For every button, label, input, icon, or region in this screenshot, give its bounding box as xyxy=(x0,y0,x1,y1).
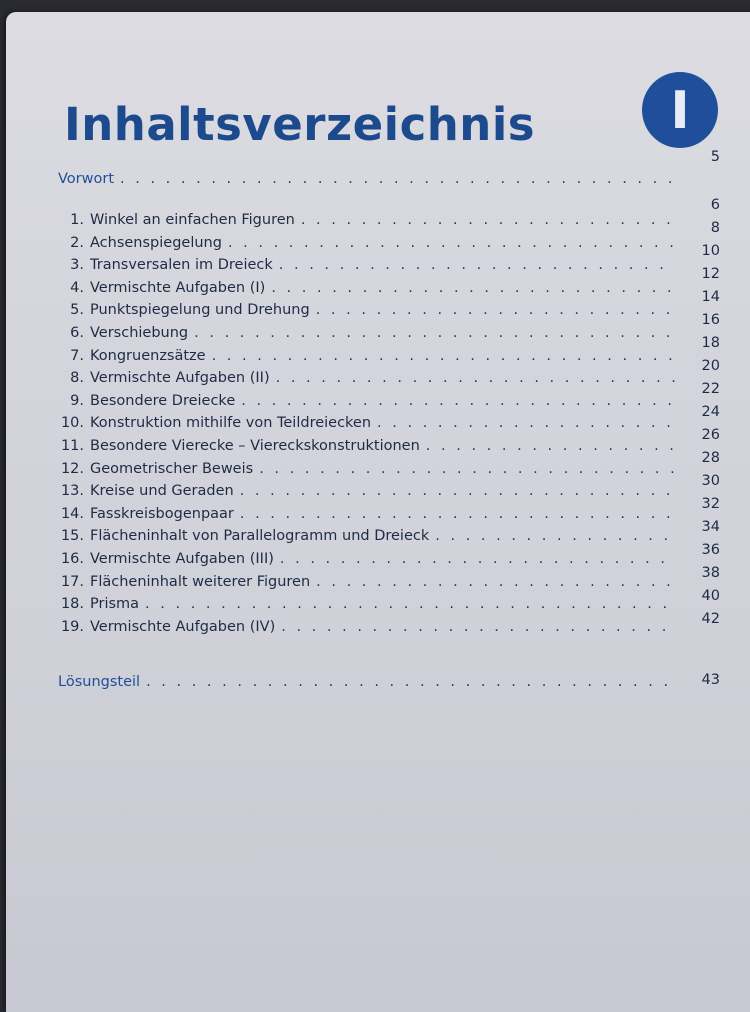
toc-entry xyxy=(58,302,680,324)
entry-label: Geometrischer Beweis xyxy=(90,460,254,477)
entry-label: Besondere Dreiecke xyxy=(90,392,236,409)
dot-leader xyxy=(426,438,676,454)
chapter-number: 9. xyxy=(70,392,84,409)
chapter-number: 16. xyxy=(60,551,84,567)
page-number: 18 xyxy=(701,335,720,351)
page-title: Inhaltsverzeichnis xyxy=(64,98,536,151)
badge-label: I xyxy=(670,81,690,141)
toc-entry xyxy=(58,619,680,641)
page-number: 43 xyxy=(701,672,720,688)
toc-entry-solutions xyxy=(58,674,680,696)
page-number: 28 xyxy=(701,450,720,466)
chapter-number: 13. xyxy=(60,483,84,500)
page-number: 20 xyxy=(701,358,720,374)
chapter-number: 10. xyxy=(60,415,84,432)
page-number: 6 xyxy=(710,197,720,213)
entry-label: Kongruenzsätze xyxy=(90,347,206,364)
entry-label: Winkel an einfachen Figuren xyxy=(90,212,295,228)
entry-label: Konstruktion mithilfe von Teildreiecken xyxy=(90,415,372,432)
page-number: 40 xyxy=(701,588,720,604)
chapter-number: 12. xyxy=(60,460,84,477)
dot-leader xyxy=(146,674,676,690)
chapter-number: 17. xyxy=(60,573,84,590)
page-number: 30 xyxy=(701,473,720,489)
toc-entry xyxy=(58,257,680,279)
entry-label: Vermischte Aufgaben (I) xyxy=(90,279,266,296)
page-number: 32 xyxy=(701,496,720,512)
page-number: 42 xyxy=(701,611,720,627)
toc-entry xyxy=(58,574,680,596)
page-number: 10 xyxy=(701,243,720,259)
dot-leader xyxy=(228,235,676,251)
dot-leader xyxy=(377,415,676,431)
toc-entry xyxy=(58,235,680,257)
chapter-number: 11. xyxy=(60,438,84,454)
entry-label: Transversalen im Dreieck xyxy=(90,257,273,274)
chapter-number: 3. xyxy=(70,257,84,274)
page-number: 5 xyxy=(710,149,720,165)
entry-label: Flächeninhalt weiterer Figuren xyxy=(90,573,311,590)
toc-entry xyxy=(58,506,680,528)
entry-label: Vermischte Aufgaben (III) xyxy=(90,551,274,567)
entry-label: Flächeninhalt von Parallelogramm und Dreieck xyxy=(90,528,430,545)
dot-leader xyxy=(145,596,676,612)
page-number: 8 xyxy=(710,220,720,236)
entry-label: Kreise und Geraden xyxy=(90,483,234,500)
page-number: 14 xyxy=(701,289,720,305)
dot-leader xyxy=(240,506,676,522)
entry-label: Verschiebung xyxy=(90,325,189,341)
chapter-number: 1. xyxy=(70,212,84,228)
page-number: 24 xyxy=(701,404,720,420)
entry-label: Punktspiegelung und Drehung xyxy=(90,302,310,319)
page-number: 38 xyxy=(701,565,720,581)
toc-entry xyxy=(58,415,680,437)
chapter-number: 14. xyxy=(60,505,84,522)
toc-entry xyxy=(58,325,680,347)
chapter-number: 18. xyxy=(60,596,84,613)
chapter-number: 4. xyxy=(70,279,84,296)
toc-entry xyxy=(58,348,680,370)
dot-leader xyxy=(316,574,676,590)
toc-entry xyxy=(58,551,680,573)
dot-leader xyxy=(279,257,676,273)
chapter-number: 15. xyxy=(60,528,84,545)
chapter-number: 8. xyxy=(70,370,84,387)
toc-entry xyxy=(58,393,680,415)
entry-label: Vermischte Aufgaben (II) xyxy=(90,370,270,387)
entry-label: Prisma xyxy=(90,596,140,613)
chapter-number: 2. xyxy=(70,234,84,251)
chapter-number: 5. xyxy=(70,302,84,319)
entry-label: Fasskreisbogenpaar xyxy=(90,505,234,522)
page-number: 36 xyxy=(701,542,720,558)
toc-entry xyxy=(58,483,680,505)
chapter-number: 6. xyxy=(70,325,84,341)
entry-label: Vermischte Aufgaben (IV) xyxy=(90,618,276,635)
entry-label: Lösungsteil xyxy=(58,674,141,690)
toc-entry xyxy=(58,370,680,392)
toc-entry xyxy=(58,528,680,550)
toc-entry xyxy=(58,438,680,460)
dot-leader xyxy=(435,528,676,544)
chapter-number: 19. xyxy=(60,618,84,635)
chapter-badge xyxy=(642,72,718,148)
entry-label: Vorwort xyxy=(58,171,115,187)
page-number: 16 xyxy=(701,312,720,328)
dot-leader xyxy=(276,370,676,386)
toc-entry xyxy=(58,212,680,234)
chapter-number: 7. xyxy=(70,347,84,364)
entry-label: Achsenspiegelung xyxy=(90,234,222,251)
dot-leader xyxy=(281,619,676,635)
dot-leader xyxy=(271,280,676,296)
toc-entry xyxy=(58,596,680,618)
dot-leader xyxy=(194,325,676,341)
page-number: 22 xyxy=(701,381,720,397)
dot-leader xyxy=(241,393,676,409)
dot-leader xyxy=(259,461,676,477)
page-number: 12 xyxy=(701,266,720,282)
dot-leader xyxy=(120,171,676,187)
toc-entry-preface xyxy=(58,171,680,193)
dot-leader xyxy=(240,483,676,499)
dot-leader xyxy=(301,212,676,228)
toc-entry xyxy=(58,280,680,302)
entry-label: Besondere Vierecke – Viereckskonstruktionen xyxy=(90,438,420,454)
dot-leader xyxy=(280,551,676,567)
dot-leader xyxy=(316,302,676,318)
toc-entry xyxy=(58,461,680,483)
dot-leader xyxy=(212,348,676,364)
page-number: 26 xyxy=(701,427,720,443)
page-number: 34 xyxy=(701,519,720,535)
